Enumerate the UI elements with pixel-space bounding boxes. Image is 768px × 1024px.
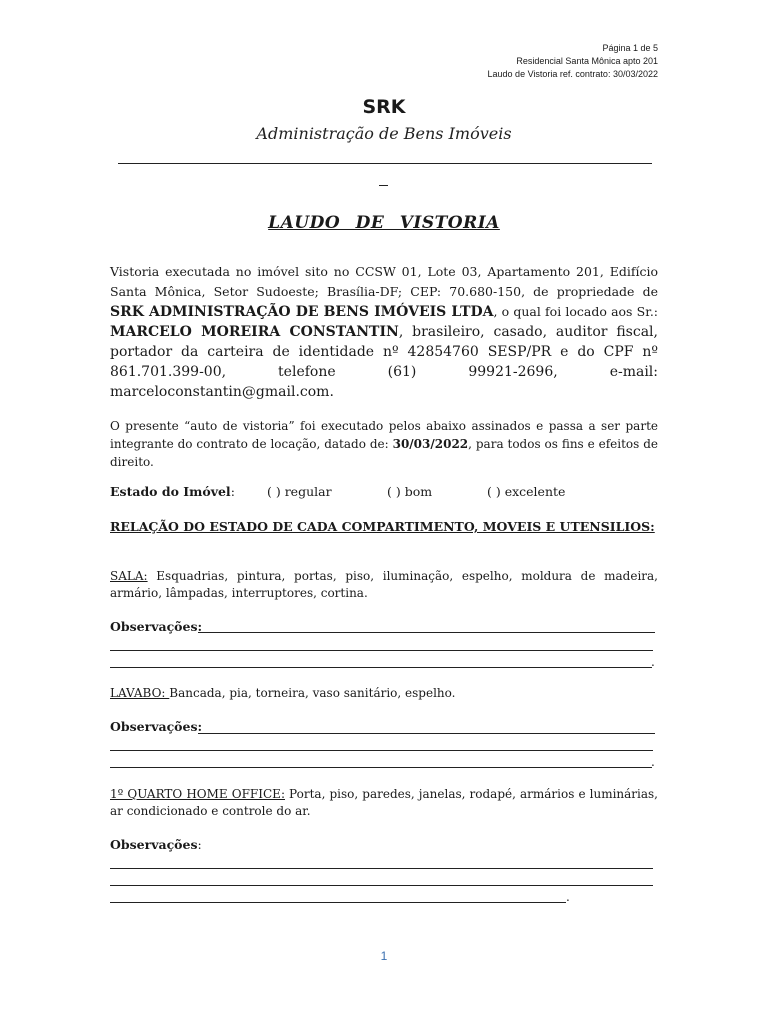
lavabo-observacoes-label — [110, 719, 202, 734]
obs-label-text: Observações — [110, 719, 198, 734]
lavabo-text: Bancada, pia, torneira, vaso sanitário, espelho. — [169, 686, 456, 700]
condition-colon: : — [230, 484, 235, 499]
obs-colon: : — [197, 719, 203, 734]
condition-label: Estado do Imóvel — [110, 484, 231, 499]
header-rule-tail — [379, 185, 388, 186]
auto-text-2: , para todos os fins e efeitos de direito. — [110, 437, 659, 469]
quarto1-obs-end: . — [566, 890, 570, 904]
quarto1-observacoes-label — [110, 837, 202, 852]
residence-name: Residencial Santa Mônica apto 201 — [516, 56, 658, 66]
condition-option-regular[interactable]: ( ) regular — [267, 484, 332, 499]
lavabo-label: LAVABO: — [110, 686, 170, 700]
intro-text-3: , brasileiro, casado, auditor fiscal, portador da carteira de identidade nº 42854760 SESP/PR e do CPF nº 861.701.399-00, telefone (61) 99921-2696, e-mail: marceloconstantin@gmail.com. — [110, 324, 658, 400]
company-name: SRK — [362, 96, 406, 118]
tenant-name: MARCELO MOREIRA CONSTANTIN — [110, 324, 399, 340]
lavabo-obs-line-1[interactable] — [198, 733, 655, 734]
running-header — [488, 42, 658, 81]
lavabo-obs-line-3[interactable] — [110, 767, 652, 768]
sala-label: SALA: — [110, 569, 148, 583]
sala-section — [110, 568, 658, 602]
contract-date: 30/03/2022 — [392, 437, 469, 451]
sala-obs-line-1[interactable] — [198, 632, 655, 633]
section-heading: RELAÇÃO DO ESTADO DE CADA COMPARTIMENTO, MOVEIS E UTENSILIOS: — [110, 519, 655, 534]
lavabo-obs-end: . — [651, 755, 655, 769]
obs-label-text: Observações — [110, 837, 198, 852]
page-indicator: Página 1 de 5 — [602, 43, 658, 53]
sala-observacoes-label — [110, 619, 202, 634]
auto-text-1: O presente “auto de vistoria” foi executado pelos abaixo assinados e passa a ser parte integrante do contrato de locação, datado de: — [110, 419, 658, 451]
intro-text-1: Vistoria executada no imóvel sito no CCSW 01, Lote 03, Apartamento 201, Edifício Santa Mônica, Setor Sudoeste; Brasília-DF; CEP: 70.680-150, de propriedade de — [110, 264, 658, 299]
sala-obs-line-2[interactable] — [110, 650, 653, 651]
obs-colon: : — [197, 619, 203, 634]
quarto1-obs-line-2[interactable] — [110, 885, 653, 886]
sala-obs-line-3[interactable] — [110, 667, 652, 668]
page-number: 1 — [380, 949, 388, 963]
obs-colon: : — [197, 837, 202, 852]
owner-name: SRK ADMINISTRAÇÃO DE BENS IMÓVEIS LTDA — [110, 304, 494, 320]
auto-paragraph — [110, 417, 658, 471]
quarto1-label: 1º QUARTO HOME OFFICE: — [110, 787, 285, 801]
header-rule — [118, 163, 652, 164]
document-title: LAUDO DE VISTORIA — [268, 213, 500, 233]
quarto1-obs-line-3[interactable] — [110, 902, 566, 903]
intro-paragraph — [110, 262, 658, 402]
contract-reference: Laudo de Vistoria ref. contrato: 30/03/2022 — [487, 69, 658, 79]
lavabo-obs-line-2[interactable] — [110, 750, 653, 751]
condition-option-excelente[interactable]: ( ) excelente — [487, 484, 566, 499]
sala-obs-end: . — [651, 655, 655, 669]
lavabo-section — [110, 685, 658, 702]
condition-option-bom[interactable]: ( ) bom — [387, 484, 433, 499]
quarto1-obs-line-1[interactable] — [110, 868, 653, 869]
intro-text-2: , o qual foi locado aos Sr.: — [493, 304, 658, 319]
obs-label-text: Observações — [110, 619, 198, 634]
quarto1-section — [110, 786, 658, 820]
sala-text: Esquadrias, pintura, portas, piso, iluminação, espelho, moldura de madeira, armário, lâmpadas, interruptores, cortina. — [110, 569, 658, 600]
quarto1-text: Porta, piso, paredes, janelas, rodapé, armários e luminárias, ar condicionado e controle do ar. — [110, 787, 658, 818]
company-subtitle: Administração de Bens Imóveis — [256, 124, 512, 143]
property-condition — [110, 484, 658, 499]
